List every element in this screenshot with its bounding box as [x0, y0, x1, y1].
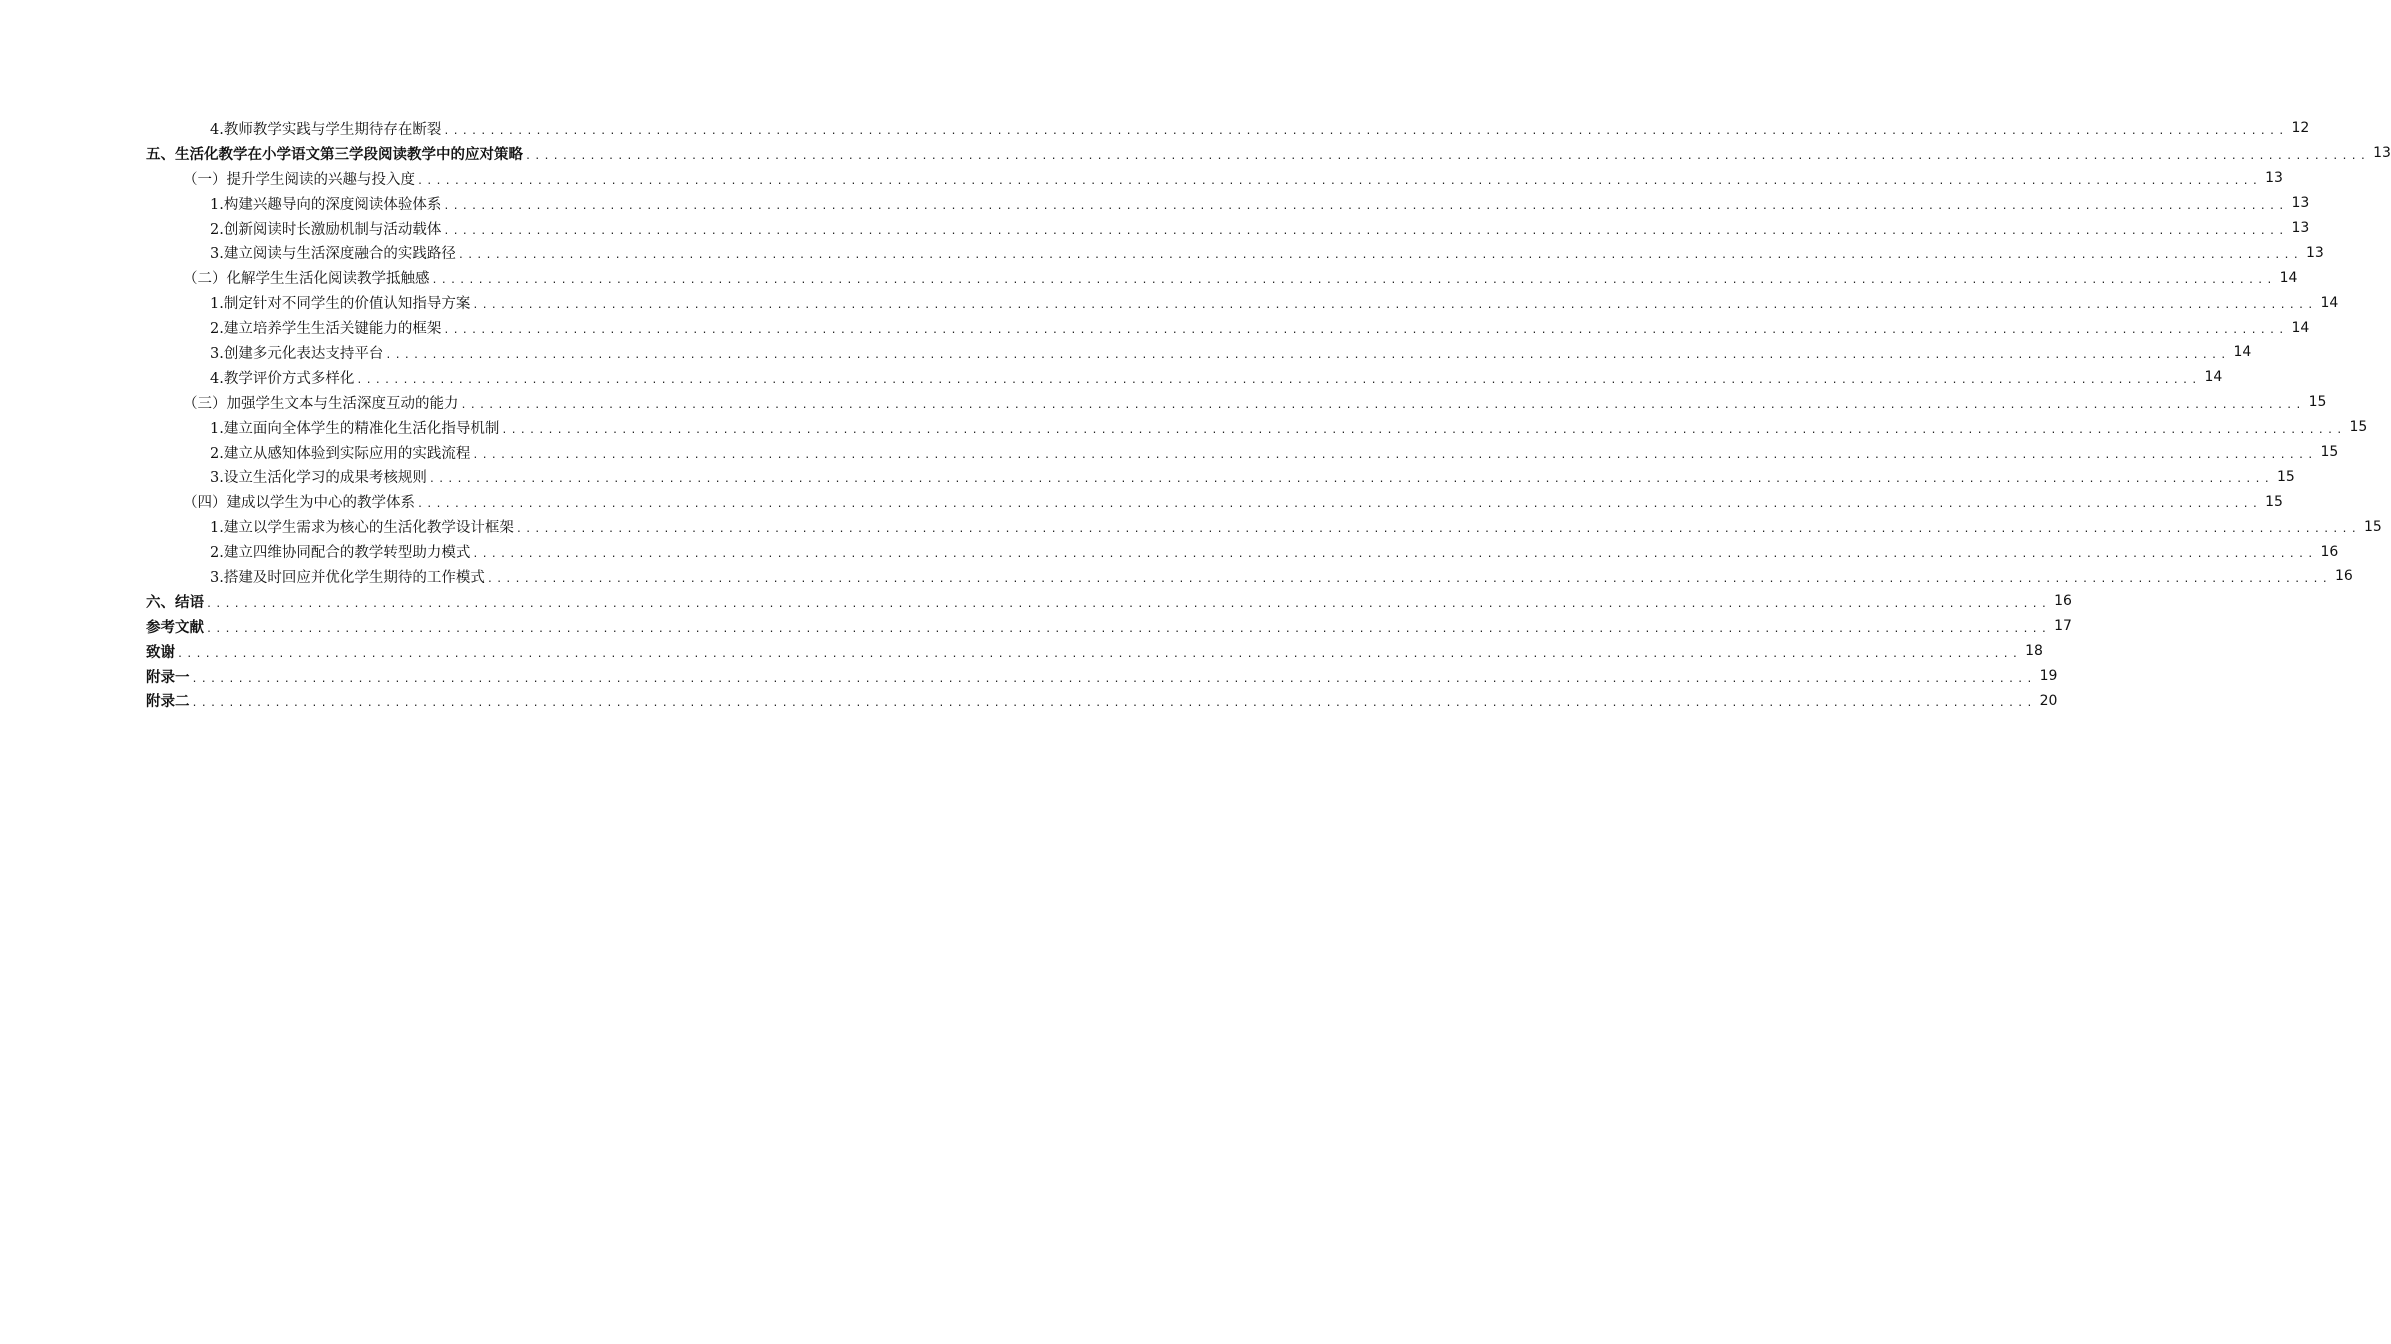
toc-entry-page-number: 13	[2305, 244, 2324, 261]
toc-entry-page-number: 13	[2291, 195, 2310, 212]
toc-entry-page-number: 15	[2320, 444, 2339, 461]
toc-dot-leader: ........................................................................................................................................................................................................	[472, 449, 2317, 461]
toc-entry-title: 2.建立四维协同配合的教学转型助力模式	[210, 545, 471, 562]
toc-dot-leader: ........................................................................................................................................................................................................	[472, 300, 2317, 312]
toc-entry[interactable]	[210, 440, 2339, 465]
toc-entry-page-number: 18	[2025, 643, 2043, 660]
toc-dot-leader: ........................................................................................................................................................................................................	[431, 275, 2276, 287]
toc-entry-title: 4.教师教学实践与学生期待存在断裂	[210, 121, 442, 138]
toc-entry[interactable]	[210, 315, 2310, 340]
toc-dot-leader: ........................................................................................................................................................................................................	[443, 200, 2288, 212]
toc-entry[interactable]	[210, 415, 2368, 440]
toc-entry-page-number: 14	[2291, 319, 2310, 336]
toc-entry[interactable]	[183, 166, 2283, 191]
toc-entry[interactable]	[146, 639, 2043, 664]
toc-entry[interactable]	[146, 614, 2072, 639]
toc-dot-leader: ........................................................................................................................................................................................................	[460, 399, 2305, 411]
toc-entry-title: 3.创建多元化表达支持平台	[210, 345, 384, 362]
toc-dot-leader: ........................................................................................................................................................................................................	[428, 474, 2273, 486]
toc-dot-leader: ........................................................................................................................................................................................................	[515, 524, 2360, 536]
toc-entry-title: 五、生活化教学在小学语文第三学段阅读教学中的应对策略	[146, 146, 523, 163]
toc-entry[interactable]	[210, 290, 2339, 315]
toc-entry[interactable]	[210, 365, 2223, 390]
toc-dot-leader: ........................................................................................................................................................................................................	[206, 598, 2051, 610]
toc-entry[interactable]	[210, 216, 2310, 241]
toc-entry-title: 3.建立阅读与生活深度融合的实践路径	[210, 246, 456, 263]
toc-dot-leader: ........................................................................................................................................................................................................	[385, 349, 2230, 361]
toc-entry-title: 1.建立面向全体学生的精准化生活化指导机制	[210, 420, 500, 437]
toc-dot-leader: ........................................................................................................................................................................................................	[191, 698, 2036, 710]
toc-entry-page-number: 14	[2233, 344, 2252, 361]
toc-entry-title: 2.建立从感知体验到实际应用的实践流程	[210, 445, 471, 462]
toc-entry[interactable]	[146, 589, 2072, 614]
toc-dot-leader: ........................................................................................................................................................................................................	[457, 250, 2302, 262]
toc-entry-page-number: 16	[2320, 543, 2339, 560]
toc-entry[interactable]	[210, 240, 2324, 265]
toc-entry-title: 4.教学评价方式多样化	[210, 370, 355, 387]
toc-dot-leader: ........................................................................................................................................................................................................	[501, 424, 2346, 436]
toc-entry[interactable]	[146, 664, 2058, 689]
toc-entry-title: （一）提升学生阅读的兴趣与投入度	[183, 171, 415, 188]
toc-entry[interactable]	[183, 489, 2283, 514]
toc-entry-page-number: 12	[2291, 120, 2310, 137]
toc-entry-page-number: 15	[2349, 419, 2368, 436]
toc-dot-leader: ........................................................................................................................................................................................................	[486, 573, 2331, 585]
toc-entry-title: （二）化解学生生活化阅读教学抵触感	[183, 271, 430, 288]
toc-entry[interactable]	[210, 539, 2339, 564]
toc-entry[interactable]	[210, 340, 2252, 365]
toc-entry-page-number: 15	[2265, 493, 2283, 510]
toc-entry-title: 2.建立培养学生生活关键能力的框架	[210, 321, 442, 338]
toc-entry-page-number: 19	[2039, 668, 2058, 685]
toc-entry[interactable]	[210, 564, 2353, 589]
toc-entry-page-number: 16	[2054, 593, 2072, 610]
toc-dot-leader: ........................................................................................................................................................................................................	[177, 648, 2022, 660]
toc-dot-leader: ........................................................................................................................................................................................................	[191, 673, 2036, 685]
toc-entry-title: 附录二	[146, 694, 190, 711]
toc-entry-page-number: 15	[2363, 518, 2382, 535]
toc-entry-page-number: 14	[2279, 269, 2298, 286]
toc-dot-leader: ........................................................................................................................................................................................................	[472, 549, 2317, 561]
toc-entry-page-number: 13	[2291, 220, 2310, 236]
toc-entry[interactable]	[210, 191, 2310, 216]
toc-dot-leader: ........................................................................................................................................................................................................	[356, 374, 2201, 386]
toc-entry[interactable]	[146, 688, 2058, 713]
toc-entry-page-number: 13	[2265, 170, 2283, 187]
toc-entry[interactable]	[183, 390, 2327, 415]
toc-entry[interactable]	[146, 141, 2391, 166]
toc-entry-page-number: 16	[2334, 568, 2353, 585]
toc-dot-leader: ........................................................................................................................................................................................................	[525, 150, 2370, 162]
toc-entry-title: 1.制定针对不同学生的价值认知指导方案	[210, 296, 471, 313]
toc-dot-leader: ........................................................................................................................................................................................................	[443, 225, 2288, 237]
toc-entry-page-number: 15	[2276, 468, 2295, 485]
table-of-contents	[0, 116, 2391, 713]
toc-entry-page-number: 14	[2204, 369, 2223, 386]
toc-dot-leader: ........................................................................................................................................................................................................	[443, 125, 2288, 137]
toc-entry-title: （四）建成以学生为中心的教学体系	[183, 495, 415, 512]
toc-entry[interactable]	[210, 116, 2310, 141]
toc-dot-leader: ........................................................................................................................................................................................................	[443, 325, 2288, 337]
toc-entry-page-number: 15	[2308, 394, 2327, 411]
toc-entry-title: （三）加强学生文本与生活深度互动的能力	[183, 395, 459, 412]
toc-entry-page-number: 14	[2320, 294, 2339, 311]
toc-entry-title: 参考文献	[146, 619, 204, 636]
toc-entry-title: 3.设立生活化学习的成果考核规则	[210, 470, 427, 487]
toc-entry-title: 1.建立以学生需求为核心的生活化教学设计框架	[210, 520, 514, 537]
toc-entry-title: 附录一	[146, 669, 190, 686]
toc-entry-title: 六、结语	[146, 594, 204, 611]
toc-entry-page-number: 13	[2373, 145, 2391, 162]
toc-dot-leader: ........................................................................................................................................................................................................	[417, 175, 2262, 187]
toc-entry-page-number: 17	[2054, 618, 2072, 635]
toc-dot-leader: ........................................................................................................................................................................................................	[206, 623, 2051, 635]
toc-entry-title: 2.创新阅读时长激励机制与活动载体	[210, 221, 442, 238]
toc-entry[interactable]	[183, 265, 2298, 290]
toc-entry[interactable]	[210, 464, 2295, 489]
toc-entry-title: 1.构建兴趣导向的深度阅读体验体系	[210, 196, 442, 213]
toc-entry-title: 致谢	[146, 644, 175, 661]
toc-entry[interactable]	[210, 514, 2382, 539]
toc-entry-page-number: 20	[2039, 692, 2058, 709]
toc-dot-leader: ........................................................................................................................................................................................................	[417, 499, 2262, 511]
toc-entry-title: 3.搭建及时回应并优化学生期待的工作模式	[210, 569, 485, 586]
